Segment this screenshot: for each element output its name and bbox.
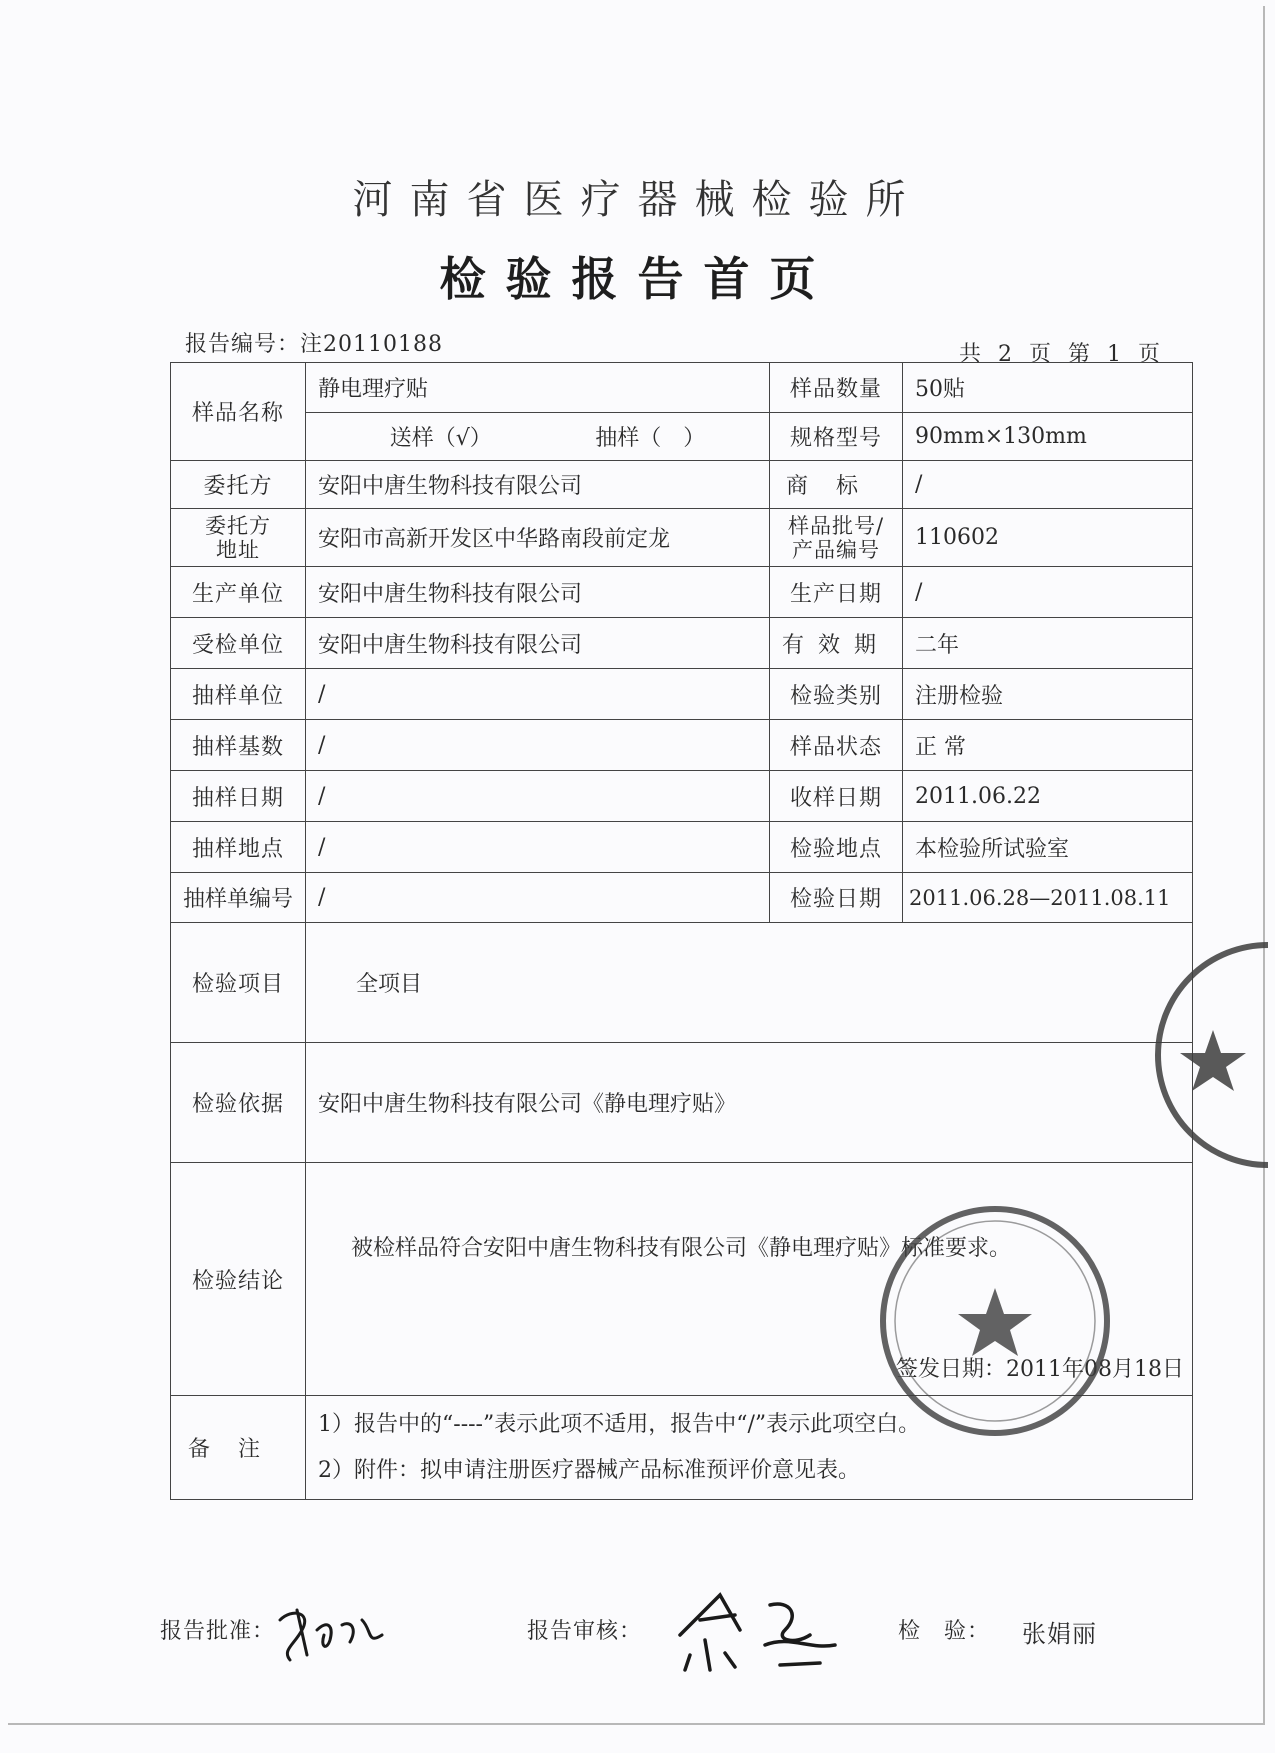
- validity-label: 有效期: [770, 618, 903, 669]
- report-number-label: 报告编号：: [185, 332, 301, 357]
- test-place-value: 本检验所试验室: [903, 822, 1193, 873]
- sampling-method: [306, 413, 770, 461]
- client-value: 安阳中唐生物科技有限公司: [306, 461, 770, 509]
- sampling-place-value: /: [306, 822, 770, 873]
- basis-value: 安阳中唐生物科技有限公司《静电理疗贴》: [306, 1043, 1193, 1163]
- client-address-label: [171, 509, 306, 567]
- producer-value: 安阳中唐生物科技有限公司: [306, 567, 770, 618]
- basis-label: 检验依据: [171, 1043, 306, 1163]
- reviewer-signature: [660, 1575, 860, 1685]
- report-number-value: 注20110188: [300, 332, 443, 357]
- batch-label-line1: 样品批号/: [787, 513, 885, 538]
- client-address-label-line2: 地址: [216, 537, 260, 562]
- sample-name-label: 样品名称: [171, 363, 306, 461]
- seal-stamp-partial: [1118, 935, 1268, 1175]
- draw-sample-option: 抽样（ ）: [595, 426, 706, 451]
- inspected-unit-label: 受检单位: [171, 618, 306, 669]
- client-address-label-line1: 委托方: [205, 513, 271, 538]
- category-label: 检验类别: [770, 669, 903, 720]
- sampling-unit-value: /: [306, 669, 770, 720]
- brand-label: 商标: [770, 461, 903, 509]
- sampling-base-label: 抽样基数: [171, 720, 306, 771]
- brand-value: /: [903, 461, 1193, 509]
- review-label: 报告审核：: [527, 1619, 643, 1644]
- receive-date-label: 收样日期: [770, 771, 903, 822]
- prod-date-value: /: [903, 567, 1193, 618]
- test-place-label: 检验地点: [770, 822, 903, 873]
- sampling-base-value: /: [306, 720, 770, 771]
- inspect-label: 检 验：: [898, 1619, 991, 1644]
- batch-label: [770, 509, 903, 567]
- sample-qty-label: 样品数量: [770, 363, 903, 413]
- client-label: 委托方: [171, 461, 306, 509]
- category-value: 注册检验: [903, 669, 1193, 720]
- items-label: 检验项目: [171, 923, 306, 1043]
- sample-state-value: 正 常: [903, 720, 1193, 771]
- sample-name-value: 静电理疗贴: [306, 363, 770, 413]
- prod-date-label: 生产日期: [770, 567, 903, 618]
- send-sample-option: 送样（√）: [389, 426, 492, 451]
- producer-label: 生产单位: [171, 567, 306, 618]
- sampling-date-value: /: [306, 771, 770, 822]
- conclusion-label: 检验结论: [171, 1163, 306, 1396]
- report-number: [185, 327, 443, 358]
- batch-value: 110602: [903, 509, 1193, 567]
- conclusion-value: 被检样品符合安阳中唐生物科技有限公司《静电理疗贴》标准要求。: [351, 1236, 1012, 1261]
- spec-value: 90mm×130mm: [903, 413, 1193, 461]
- sample-state-label: 样品状态: [770, 720, 903, 771]
- approver-signature: [272, 1590, 402, 1670]
- inspected-unit-value: 安阳中唐生物科技有限公司: [306, 618, 770, 669]
- org-title: 河南省医疗器械检验所: [352, 177, 923, 223]
- sampling-unit-label: 抽样单位: [171, 669, 306, 720]
- client-address-value: 安阳市高新开发区中华路南段前定龙: [306, 509, 770, 567]
- remarks-label: 备注: [171, 1396, 306, 1500]
- test-date-label: 检验日期: [770, 873, 903, 923]
- seal-stamp: [870, 1196, 1120, 1446]
- sample-qty-value: 50贴: [903, 363, 1193, 413]
- items-value: 全项目: [306, 923, 1193, 1043]
- sign-date: 签发日期：2011年08月18日: [896, 1357, 1185, 1382]
- sampling-no-label: 抽样单编号: [171, 873, 306, 923]
- batch-label-line2: 产品编号: [792, 537, 881, 562]
- page-count: 共 2 页 第 1 页: [959, 342, 1162, 367]
- spec-label: 规格型号: [770, 413, 903, 461]
- page-title: 检验报告首页: [439, 252, 836, 306]
- remark-2: 2）附件：拟申请注册医疗器械产品标准预评价意见表。: [318, 1457, 861, 1483]
- inspector-name: 张娟丽: [1022, 1620, 1097, 1648]
- remark-1: 1）报告中的“----”表示此项不适用，报告中“/”表示此项空白。: [318, 1411, 921, 1437]
- sampling-place-label: 抽样地点: [171, 822, 306, 873]
- sampling-no-value: /: [306, 873, 770, 923]
- validity-value: 二年: [903, 618, 1193, 669]
- sampling-date-label: 抽样日期: [171, 771, 306, 822]
- receive-date-value: 2011.06.22: [903, 771, 1193, 822]
- test-date-value: 2011.06.28—2011.08.11: [903, 873, 1193, 923]
- approve-label: 报告批准：: [160, 1619, 276, 1644]
